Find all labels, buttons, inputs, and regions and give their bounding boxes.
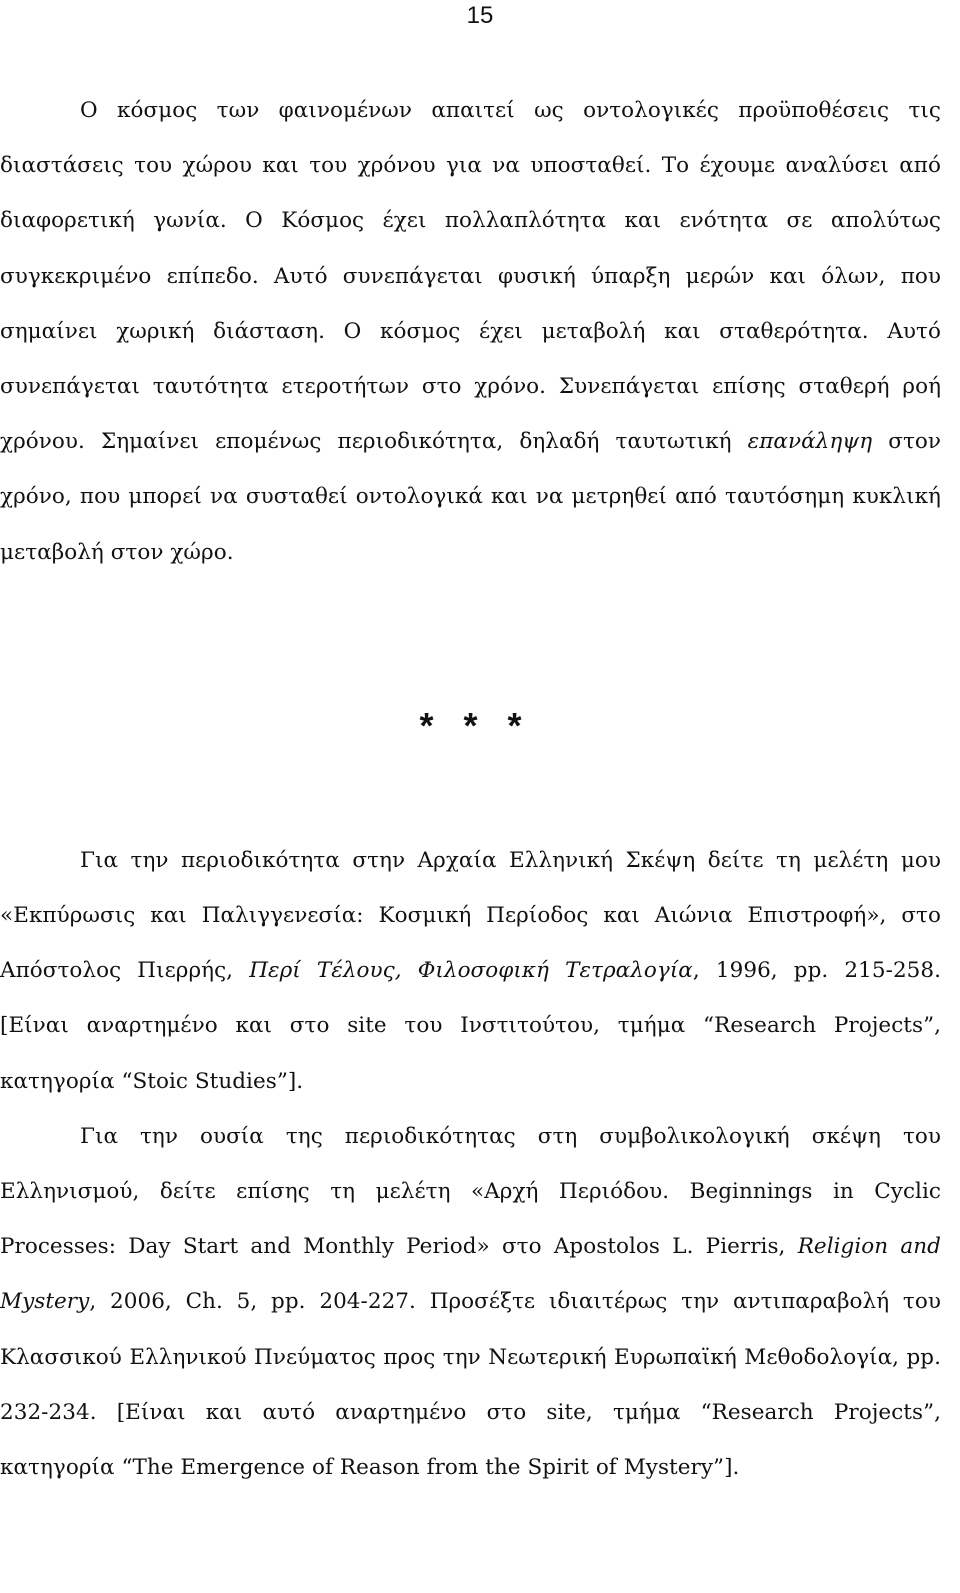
paragraph-3-book-title: Religion and Mystery: [0, 1234, 941, 1315]
paragraph-world-of-phenomena: [0, 83, 941, 580]
section-separator: * * *: [419, 704, 532, 746]
paragraph-1-text-end: στον χρόνο, που μπορεί να συσταθεί οντολογικά και να μετρηθεί από ταυτόσημη κυκλική μεταβολή στον χώρο.: [0, 429, 942, 565]
paragraph-2-text-a: Για την περιοδικότητα στην Αρχαία Ελληνική Σκέψη δείτε τη μελέτη μου «Εκπύρωσις και Παλιγγενεσία: Κοσμική Περίοδος και Αιώνια Επιστροφή», στο Απόστολος Πιερρής,: [0, 847, 941, 984]
paragraph-2-book-title: Περί Τέλους, Φιλοσοφική Τετραλογία: [249, 958, 693, 984]
page-number: 15: [466, 2, 494, 29]
document-body: [0, 83, 941, 1495]
paragraph-1-text: Ο κόσμος των φαινομένων απαιτεί ως οντολογικές προϋποθέσεις τις διαστάσεις του χώρου και του χρόνου για να υποσταθεί. Το έχουμε αναλύσει από διαφορετική γωνία. Ο Κόσμος έχει πολλαπλότητα και ενότητα σε απολύτως συγκεκριμένο επίπεδο. Αυτό συνεπάγεται φυσική ύπαρξη μερών και όλων, που σημαίνει χωρική διάσταση. Ο κόσμος έχει μεταβολή και σταθερότητα. Αυτό συνεπάγεται ταυτότητα ετεροτήτων στο χρόνο. Συνεπάγεται επίσης σταθερή ροή χρόνου. Σημαίνει επομένως περιοδικότητα, δηλαδή ταυτωτική: [0, 98, 941, 455]
paragraph-2-text-b: , 1996, pp. 215-258. [Είναι αναρτημένο και στο site του Ινστιτούτου, τμήμα “Research Projects”, κατηγορία “Stoic Studies”].: [0, 958, 942, 1094]
paragraph-1-italic: επανάληψη: [747, 429, 873, 455]
paragraph-symbolic-thought-reference: [0, 1109, 941, 1495]
paragraph-3-text-b: , 2006, Ch. 5, pp. 204-227. Προσέξτε ιδιαιτέρως την αντιπαραβολή του Κλασσικού Ελληνικού Πνεύματος προς την Νεωτερική Ευρωπαϊκή Μεθοδολογία, pp. 232-234. [Είναι και αυτό αναρτημένο στο site, τμήμα “Research Projects”, κατηγορία “The Emergence of Reason from the Spirit of Mystery”].: [0, 1289, 941, 1481]
paragraph-periodicity-reference: [0, 833, 941, 1109]
paragraph-3-text-a: Για την ουσία της περιοδικότητας στη συμβολικολογική σκέψη του Ελληνισμού, δείτε επίσης τη μελέτη «Αρχή Περιόδου. Beginnings in Cyclic Processes: Day Start and Monthly Period» στο Apostolos L. Pierris,: [0, 1123, 941, 1260]
